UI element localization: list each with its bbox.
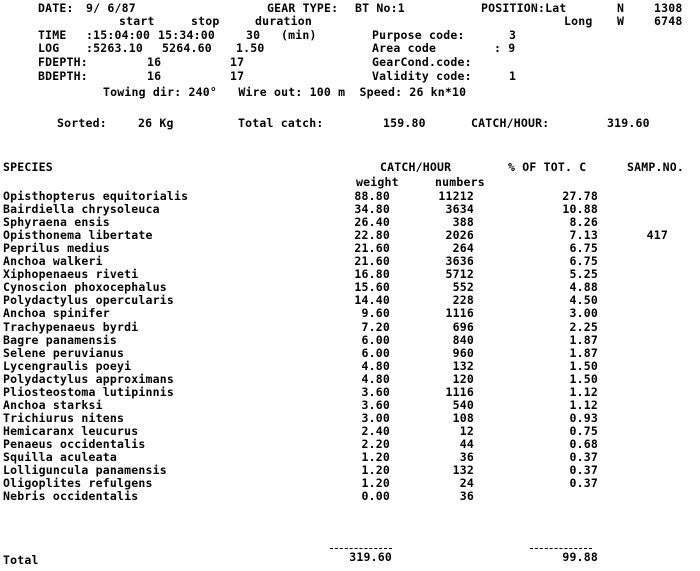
species-name: Trachypenaeus byrdi [3, 320, 139, 334]
gear-type-label: GEAR TYPE: [267, 1, 339, 15]
species-name: Hemicaranx leucurus [3, 424, 139, 438]
pct-value: 1.87 [569, 346, 598, 360]
pct-value: 1.12 [569, 398, 598, 412]
fdepth-stop: 17 [230, 55, 245, 69]
pct-value: 0.68 [569, 437, 598, 451]
pct-value: 27.78 [562, 189, 598, 203]
weight-value: 3.00 [361, 411, 390, 425]
pct-value: 0.93 [569, 411, 598, 425]
weight-value: 6.00 [361, 333, 390, 347]
purpose-code-label: Purpose code: [372, 28, 465, 42]
total-catch-value: 159.80 [383, 116, 426, 130]
date-value: 9/ 6/87 [86, 1, 136, 15]
species-name: Lolliguncula panamensis [3, 463, 167, 477]
pct-value: 0.37 [569, 476, 598, 490]
species-name: Polydactylus opercularis [3, 293, 174, 307]
pct-value: 6.75 [569, 254, 598, 268]
weight-value: 7.20 [361, 320, 390, 334]
fdepth-label: FDEPTH: [38, 55, 88, 69]
numbers-value: 11212 [438, 189, 474, 203]
numbers-value: 960 [452, 346, 474, 360]
area-code-label: Area code [372, 41, 437, 55]
weight-value: 88.80 [354, 189, 390, 203]
species-name: Penaeus occidentalis [3, 437, 146, 451]
time-start: :15:04:00 [86, 28, 151, 42]
numbers-header: numbers [435, 175, 485, 189]
pct-total-rule [530, 548, 592, 549]
col-stop-label: stop [191, 14, 220, 28]
fdepth-start: 16 [147, 55, 162, 69]
col-start-label: start [119, 14, 155, 28]
log-label: LOG [38, 41, 60, 55]
numbers-value: 12 [459, 424, 474, 438]
purpose-code-value: 3 [509, 28, 517, 42]
catch-hour-value: 319.60 [607, 116, 650, 130]
species-name: Opisthonema libertate [3, 228, 153, 242]
species-name: Anchoa starksi [3, 398, 103, 412]
pct-total-header: % OF TOT. C [508, 160, 587, 174]
pct-value: 0.75 [569, 424, 598, 438]
weight-value: 9.60 [361, 306, 390, 320]
numbers-value: 36 [459, 489, 474, 503]
weight-value: 22.80 [354, 228, 390, 242]
samp-no-header: SAMP.NO. [627, 160, 684, 174]
bdepth-stop: 17 [230, 69, 245, 83]
numbers-value: 840 [452, 333, 474, 347]
log-stop: 5264.60 [162, 41, 212, 55]
bdepth-start: 16 [147, 69, 162, 83]
time-stop: 15:34:00 [158, 28, 215, 42]
weight-value: 21.60 [354, 241, 390, 255]
species-name: Lycengraulis poeyi [3, 359, 132, 373]
numbers-value: 1116 [445, 385, 474, 399]
species-name: Xiphopenaeus riveti [3, 267, 139, 281]
gear-type-value: BT No:1 [355, 1, 405, 15]
species-name: Sphyraena ensis [3, 215, 110, 229]
species-header: SPECIES [3, 160, 53, 174]
pct-value: 0.37 [569, 463, 598, 477]
total-pct: 99.88 [562, 550, 598, 564]
numbers-value: 1116 [445, 306, 474, 320]
pct-value: 4.50 [569, 293, 598, 307]
numbers-value: 696 [452, 320, 474, 334]
pct-value: 1.87 [569, 333, 598, 347]
species-name: Bagre panamensis [3, 333, 117, 347]
bdepth-label: BDEPTH: [38, 69, 88, 83]
species-name: Selene peruvianus [3, 346, 125, 360]
weight-value: 2.40 [361, 424, 390, 438]
numbers-value: 24 [459, 476, 474, 490]
numbers-value: 228 [452, 293, 474, 307]
numbers-value: 120 [452, 372, 474, 386]
weight-value: 14.40 [354, 293, 390, 307]
total-catch-label: Total catch: [238, 116, 324, 130]
numbers-value: 36 [459, 450, 474, 464]
log-start: :5263.10 [86, 41, 143, 55]
long-value: 6748 [654, 14, 683, 28]
numbers-value: 132 [452, 463, 474, 477]
long-hemisphere: W [617, 14, 625, 28]
numbers-value: 2026 [445, 228, 474, 242]
species-name: Cynoscion phoxocephalus [3, 280, 167, 294]
species-name: Bairdiella chrysoleuca [3, 202, 160, 216]
species-name: Nebris occidentalis [3, 489, 139, 503]
weight-value: 4.80 [361, 372, 390, 386]
gearcond-code-label: GearCond.code: [372, 55, 472, 69]
time-unit: (min) [281, 28, 317, 42]
numbers-value: 5712 [445, 267, 474, 281]
pct-value: 1.12 [569, 385, 598, 399]
pct-value: 10.88 [562, 202, 598, 216]
numbers-value: 44 [459, 437, 474, 451]
time-duration: 30 [246, 28, 261, 42]
samp-no-value: 417 [646, 228, 668, 242]
numbers-value: 3636 [445, 254, 474, 268]
total-weight: 319.60 [349, 550, 392, 564]
sorted-value: 26 Kg [138, 116, 174, 130]
species-name: Anchoa walkeri [3, 254, 103, 268]
pct-value: 8.26 [569, 215, 598, 229]
weight-value: 1.20 [361, 476, 390, 490]
weight-value: 1.20 [361, 450, 390, 464]
weight-value: 16.80 [354, 267, 390, 281]
weight-value: 21.60 [354, 254, 390, 268]
weight-value: 0.00 [361, 489, 390, 503]
pct-value: 1.50 [569, 372, 598, 386]
weight-value: 6.00 [361, 346, 390, 360]
weight-value: 15.60 [354, 280, 390, 294]
pct-value: 1.50 [569, 359, 598, 373]
area-code-value: : 9 [494, 41, 516, 55]
catch-hour-label: CATCH/HOUR: [471, 116, 550, 130]
pct-value: 7.13 [569, 228, 598, 242]
species-name: Peprilus medius [3, 241, 110, 255]
lat-hemisphere: N [617, 1, 625, 15]
numbers-value: 552 [452, 280, 474, 294]
log-duration: 1.50 [236, 41, 265, 55]
position-label: POSITION:Lat [481, 1, 567, 15]
weight-value: 3.60 [361, 398, 390, 412]
weight-value: 2.20 [361, 437, 390, 451]
catch-hour-header: CATCH/HOUR [380, 160, 452, 174]
col-duration-label: duration [255, 14, 312, 28]
weight-value: 3.60 [361, 385, 390, 399]
date-label: DATE: [38, 1, 74, 15]
weight-value: 34.80 [354, 202, 390, 216]
weight-value: 1.20 [361, 463, 390, 477]
weight-header: weight [356, 175, 399, 189]
time-label: TIME [38, 28, 67, 42]
species-name: Squilla aculeata [3, 450, 117, 464]
species-name: Pliosteostoma lutipinnis [3, 385, 174, 399]
species-name: Anchoa spinifer [3, 306, 110, 320]
lat-value: 1308 [654, 1, 683, 15]
validity-code-value: 1 [509, 69, 517, 83]
species-name: Oligoplites refulgens [3, 476, 153, 490]
numbers-value: 388 [452, 215, 474, 229]
pct-value: 5.25 [569, 267, 598, 281]
species-name: Polydactylus approximans [3, 372, 174, 386]
sorted-label: Sorted: [57, 116, 107, 130]
species-name: Opisthopterus equitorialis [3, 189, 189, 203]
species-name: Trichiurus nitens [3, 411, 125, 425]
numbers-value: 132 [452, 359, 474, 373]
total-label: Total [3, 553, 39, 567]
pct-value: 2.25 [569, 320, 598, 334]
weight-value: 4.80 [361, 359, 390, 373]
towing-line: Towing dir: 240° Wire out: 100 m Speed: 26 kn*10 [103, 85, 467, 99]
pct-value: 4.88 [569, 280, 598, 294]
pct-value: 0.37 [569, 450, 598, 464]
weight-total-rule [330, 548, 392, 549]
numbers-value: 264 [452, 241, 474, 255]
numbers-value: 108 [452, 411, 474, 425]
numbers-value: 3634 [445, 202, 474, 216]
numbers-value: 540 [452, 398, 474, 412]
weight-value: 26.40 [354, 215, 390, 229]
validity-code-label: Validity code: [372, 69, 472, 83]
long-label: Long [564, 14, 593, 28]
pct-value: 6.75 [569, 241, 598, 255]
pct-value: 3.00 [569, 306, 598, 320]
